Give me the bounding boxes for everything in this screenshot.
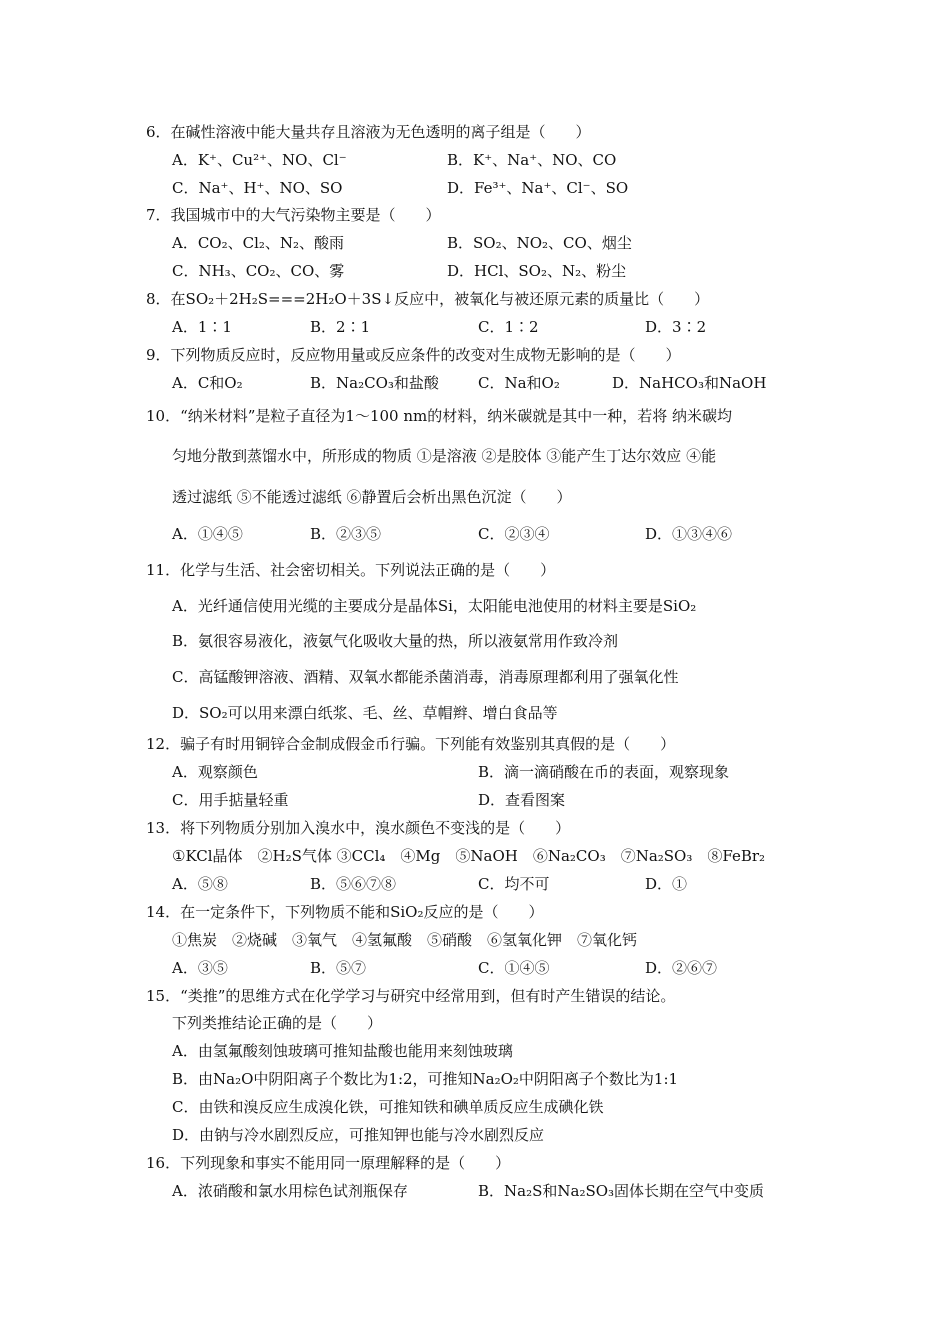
q11-option-d: D．SO₂可以用来漂白纸浆、毛、丝、草帽辫、增白食品等 <box>172 704 558 722</box>
q12-option-b: B．滴一滴硝酸在币的表面，观察现象 <box>478 763 730 781</box>
q10-option-b: B．②③⑤ <box>310 525 382 543</box>
q6-option-c: C．Na⁺、H⁺、NO、SO <box>172 179 343 197</box>
q9-option-a: A．C和O₂ <box>172 374 243 392</box>
q9-option-b: B．Na₂CO₃和盐酸 <box>310 374 439 392</box>
q11-option-b: B．氨很容易液化，液氨气化吸收大量的热，所以液氨常用作致冷剂 <box>172 632 619 650</box>
q12-option-a: A．观察颜色 <box>172 763 258 781</box>
q12-stem: 12．骗子有时用铜锌合金制成假金币行骗。下列能有效鉴别其真假的是（ ） <box>146 735 676 753</box>
q16-option-b: B．Na₂S和Na₂SO₃固体长期在空气中变质 <box>478 1182 765 1200</box>
q11-option-a: A．光纤通信使用光缆的主要成分是晶体Si，太阳能电池使用的材料主要是SiO₂ <box>172 597 697 615</box>
q9-option-d: D．NaHCO₃和NaOH <box>612 374 767 392</box>
q7-option-c: C．NH₃、CO₂、CO、雾 <box>172 262 345 280</box>
q9-stem: 9．下列物质反应时，反应物用量或反应条件的改变对生成物无影响的是（ ） <box>146 346 681 364</box>
q14-option-b: B．⑤⑦ <box>310 959 367 977</box>
q12-option-c: C．用手掂量轻重 <box>172 791 289 809</box>
q13-option-a: A．⑤⑧ <box>172 875 228 893</box>
q11-option-c: C．高锰酸钾溶液、酒精、双氧水都能杀菌消毒，消毒原理都利用了强氧化性 <box>172 668 679 686</box>
q7-option-d: D．HCl、SO₂、N₂、粉尘 <box>447 262 627 280</box>
q16-stem: 16．下列现象和事实不能用同一原理解释的是（ ） <box>146 1154 511 1172</box>
q15-option-d: D．由钠与冷水剧烈反应，可推知钾也能与冷水剧烈反应 <box>172 1126 545 1144</box>
q13-stem: 13．将下列物质分别加入溴水中，溴水颜色不变浅的是（ ） <box>146 819 571 837</box>
q12-option-d: D．查看图案 <box>478 791 566 809</box>
q10-option-d: D．①③④⑥ <box>645 525 733 543</box>
q8-option-c: C．1∶2 <box>478 318 539 336</box>
q15-stem-line1: 15．“类推”的思维方式在化学学习与研究中经常用到，但有时产生错误的结论。 <box>146 987 676 1005</box>
q7-option-b: B．SO₂、NO₂、CO、烟尘 <box>447 234 632 252</box>
q13-option-d: D．① <box>645 875 688 893</box>
q8-option-a: A．1∶1 <box>172 318 232 336</box>
q15-option-c: C．由铁和溴反应生成溴化铁，可推知铁和碘单质反应生成碘化铁 <box>172 1098 604 1116</box>
q7-option-a: A．CO₂、Cl₂、N₂、酸雨 <box>172 234 345 252</box>
q15-option-b: B．由Na₂O中阴阳离子个数比为1:2，可推知Na₂O₂中阴阳离子个数比为1:1 <box>172 1070 679 1088</box>
q11-stem: 11．化学与生活、社会密切相关。下列说法正确的是（ ） <box>146 561 556 579</box>
q14-option-d: D．②⑥⑦ <box>645 959 718 977</box>
q9-option-c: C．Na和O₂ <box>478 374 560 392</box>
q15-stem-line2: 下列类推结论正确的是（ ） <box>172 1014 383 1032</box>
q14-option-a: A．③⑤ <box>172 959 228 977</box>
q10-stem-line3: 透过滤纸 ⑤不能透过滤纸 ⑥静置后会析出黑色沉淀（ ） <box>172 488 572 506</box>
q14-option-c: C．①④⑤ <box>478 959 550 977</box>
q7-stem: 7．我国城市中的大气污染物主要是（ ） <box>146 206 441 224</box>
q10-stem-line2: 匀地分散到蒸馏水中，所形成的物质 ①是溶液 ②是胶体 ③能产生丁达尔效应 ④能 <box>172 447 717 465</box>
q10-option-c: C．②③④ <box>478 525 550 543</box>
q8-option-b: B．2∶1 <box>310 318 371 336</box>
q13-option-b: B．⑤⑥⑦⑧ <box>310 875 397 893</box>
q10-option-a: A．①④⑤ <box>172 525 243 543</box>
q6-stem: 6．在碱性溶液中能大量共存且溶液为无色透明的离子组是（ ） <box>146 123 591 141</box>
q14-stem: 14．在一定条件下，下列物质不能和SiO₂反应的是（ ） <box>146 903 544 921</box>
q6-option-b: B．K⁺、Na⁺、NO、CO <box>447 151 617 169</box>
q6-option-d: D．Fe³⁺、Na⁺、Cl⁻、SO <box>447 179 629 197</box>
q8-stem: 8．在SO₂＋2H₂S===2H₂O＋3S↓反应中，被氧化与被还原元素的质量比（ ） <box>146 290 710 308</box>
q16-option-a: A．浓硝酸和氯水用棕色试剂瓶保存 <box>172 1182 408 1200</box>
q8-option-d: D．3∶2 <box>645 318 707 336</box>
q10-stem-line1: 10．“纳米材料”是粒子直径为1～100 nm的材料，纳米碳就是其中一种，若将 纳米碳均 <box>146 407 733 425</box>
q6-option-a: A．K⁺、Cu²⁺、NO、Cl⁻ <box>172 151 347 169</box>
q15-option-a: A．由氢氟酸刻蚀玻璃可推知盐酸也能用来刻蚀玻璃 <box>172 1042 513 1060</box>
q13-items: ①KCl晶体 ②H₂S气体 ③CCl₄ ④Mg ⑤NaOH ⑥Na₂CO₃ ⑦Na₂SO₃ ⑧FeBr₂ <box>172 847 766 865</box>
q14-items: ①焦炭 ②烧碱 ③氧气 ④氢氟酸 ⑤硝酸 ⑥氢氧化钾 ⑦氧化钙 <box>172 931 638 949</box>
q13-option-c: C．均不可 <box>478 875 550 893</box>
